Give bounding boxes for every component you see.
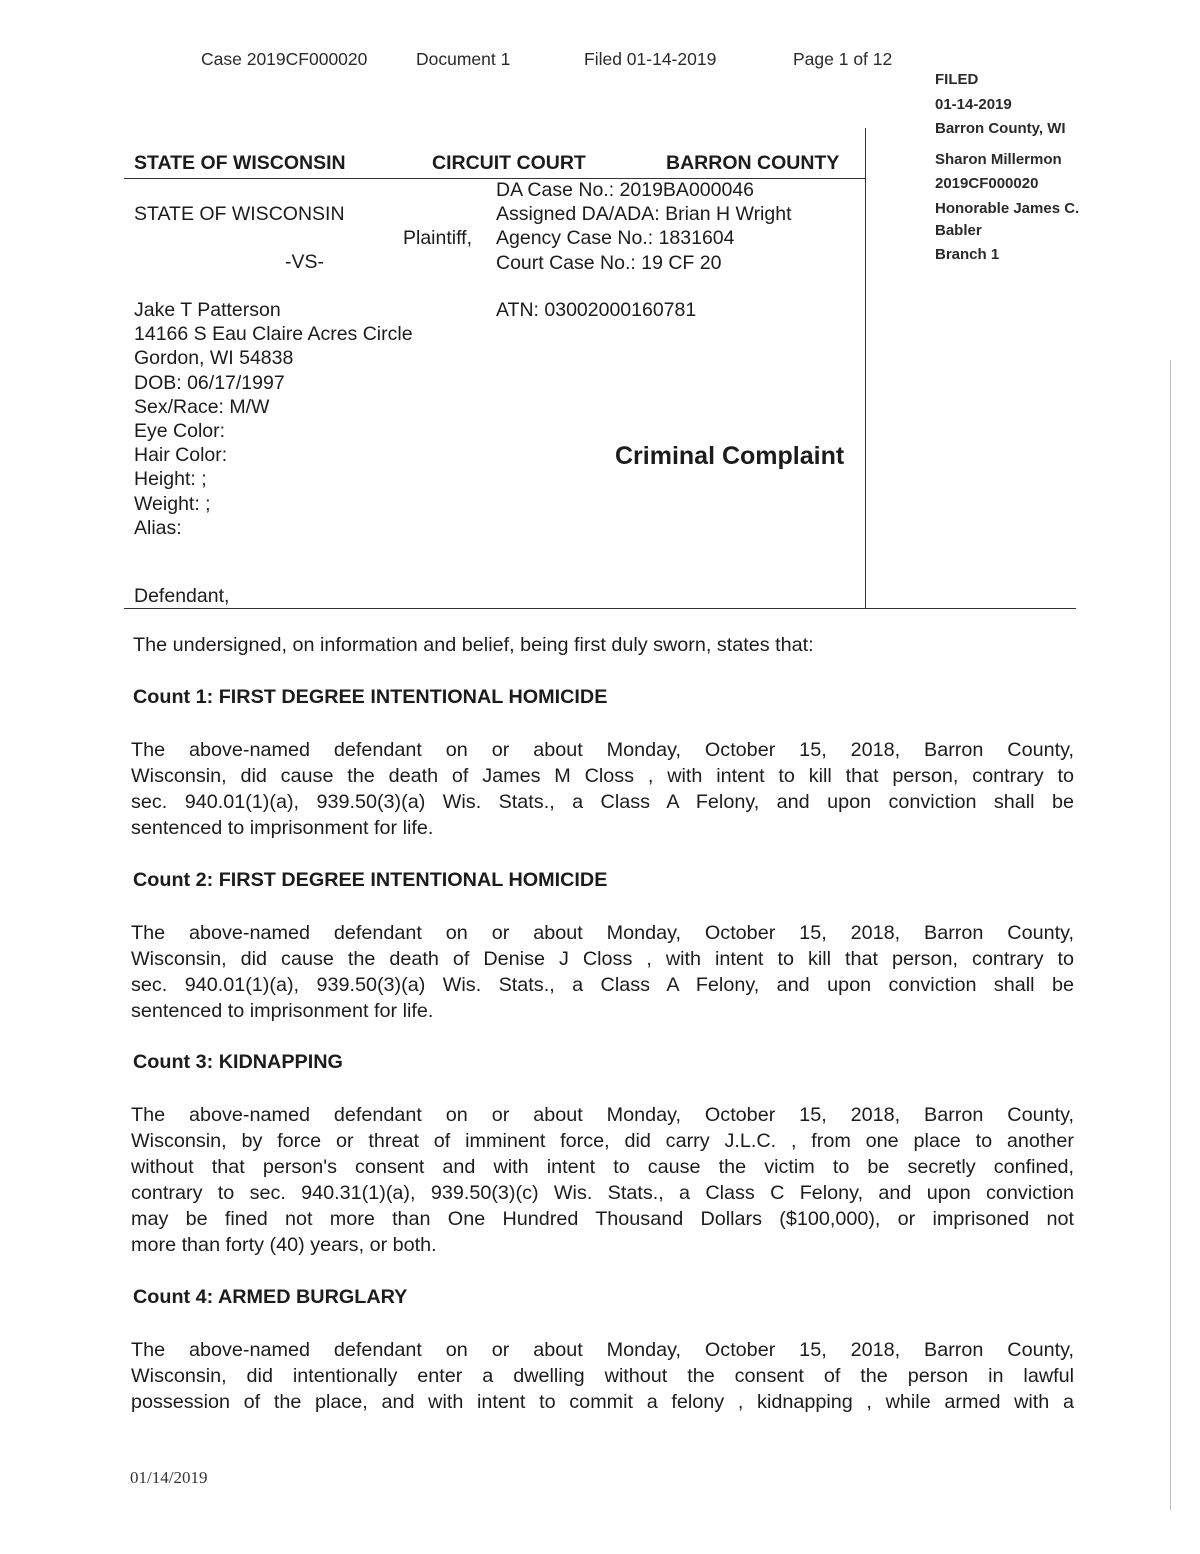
count-1-line: The above-named defendant on or about Monday, October 15, 2018, Barron County, <box>131 739 1074 761</box>
count-1-line: Wisconsin, did cause the death of James M Closs , with intent to kill that person, contrary to <box>131 765 1074 787</box>
caption-bottom-rule <box>124 608 1076 609</box>
caption-court: CIRCUIT COURT <box>432 152 586 174</box>
footer-date: 01/14/2019 <box>130 1468 208 1487</box>
stamp-branch: Branch 1 <box>935 245 1000 263</box>
caption-county: BARRON COUNTY <box>666 152 840 174</box>
count-3-heading: Count 3: KIDNAPPING <box>133 1051 343 1073</box>
scan-edge-line <box>1170 360 1171 1510</box>
versus-label: -VS- <box>285 251 324 273</box>
count-3-line: The above-named defendant on or about Monday, October 15, 2018, Barron County, <box>131 1104 1074 1126</box>
plaintiff-label: Plaintiff, <box>403 227 473 249</box>
defendant-sex-race: Sex/Race: M/W <box>134 395 270 418</box>
court-case-number: Court Case No.: 19 CF 20 <box>496 251 722 274</box>
count-2-line: The above-named defendant on or about Monday, October 15, 2018, Barron County, <box>131 922 1074 944</box>
defendant-weight: Weight: ; <box>134 492 211 515</box>
da-case-number: DA Case No.: 2019BA000046 <box>496 179 755 201</box>
defendant-height: Height: ; <box>134 468 207 491</box>
stamp-date: 01-14-2019 <box>935 95 1012 113</box>
document-title: Criminal Complaint <box>615 442 845 470</box>
defendant-alias: Alias: <box>134 516 182 539</box>
count-1-heading: Count 1: FIRST DEGREE INTENTIONAL HOMICIDE <box>133 686 608 708</box>
count-1-line: sec. 940.01(1)(a), 939.50(3)(a) Wis. Stats., a Class A Felony, and upon conviction shall be <box>131 791 1074 813</box>
stamp-case-number: 2019CF000020 <box>935 175 1039 192</box>
count-2-heading: Count 2: FIRST DEGREE INTENTIONAL HOMICIDE <box>133 869 608 891</box>
caption-vertical-rule <box>865 128 866 609</box>
count-3-line: more than forty (40) years, or both. <box>131 1234 437 1256</box>
header-case-number: Case 2019CF000020 <box>201 49 368 69</box>
defendant-eye-color: Eye Color: <box>134 420 226 443</box>
filing-stamp <box>935 68 1110 267</box>
count-1-line: sentenced to imprisonment for life. <box>131 817 434 839</box>
defendant-address-line1: 14166 S Eau Claire Acres Circle <box>134 323 413 346</box>
header-document-number: Document 1 <box>416 49 511 69</box>
atn-number: ATN: 03002000160781 <box>496 299 697 321</box>
count-4-line: Wisconsin, did intentionally enter a dwelling without the consent of the person in lawful <box>131 1365 1074 1387</box>
defendant-label: Defendant, <box>134 585 230 607</box>
stamp-county: Barron County, WI <box>935 120 1066 137</box>
count-4-text <box>131 1337 1074 1415</box>
count-2-text <box>131 920 1074 1024</box>
stamp-judge-line1: Honorable James C. <box>935 199 1080 217</box>
defendant-address-line2: Gordon, WI 54838 <box>134 347 294 370</box>
count-4-line: The above-named defendant on or about Monday, October 15, 2018, Barron County, <box>131 1339 1074 1361</box>
stamp-judge-line2: Babler <box>935 221 982 239</box>
count-3-line: Wisconsin, by force or threat of imminent force, did carry J.L.C. , from one place to another <box>131 1130 1074 1152</box>
header-filed-date: Filed 01-14-2019 <box>584 49 717 69</box>
assigned-da: Assigned DA/ADA: Brian H Wright <box>496 203 792 226</box>
count-3-line: contrary to sec. 940.31(1)(a), 939.50(3)(c) Wis. Stats., a Class C Felony, and upon conviction <box>131 1182 1074 1204</box>
agency-case-number: Agency Case No.: 1831604 <box>496 227 735 250</box>
count-3-line: without that person's consent and with intent to cause the victim to be secretly confined, <box>131 1156 1074 1178</box>
intro-statement: The undersigned, on information and belief, being first duly sworn, states that: <box>133 634 814 656</box>
count-3-line: may be fined not more than One Hundred Thousand Dollars ($100,000), or imprisoned not <box>131 1208 1074 1230</box>
defendant-info <box>134 298 413 540</box>
header-page-number: Page 1 of 12 <box>793 49 893 69</box>
caption-state: STATE OF WISCONSIN <box>134 152 346 174</box>
defendant-dob: DOB: 06/17/1997 <box>134 371 285 394</box>
stamp-clerk: Sharon Millermon <box>935 150 1062 168</box>
count-2-line: sentenced to imprisonment for life. <box>131 1000 434 1022</box>
count-4-heading: Count 4: ARMED BURGLARY <box>133 1286 408 1308</box>
defendant-hair-color: Hair Color: <box>134 444 228 467</box>
case-info <box>496 178 792 275</box>
count-2-line: Wisconsin, did cause the death of Denise J Closs , with intent to kill that person, contrary to <box>131 948 1074 970</box>
plaintiff-name: STATE OF WISCONSIN <box>134 203 345 225</box>
defendant-name: Jake T Patterson <box>134 299 281 321</box>
count-1-text <box>131 737 1074 841</box>
stamp-filed-label: FILED <box>935 71 979 88</box>
count-2-line: sec. 940.01(1)(a), 939.50(3)(a) Wis. Stats., a Class A Felony, and upon conviction shall be <box>131 974 1074 996</box>
count-3-text <box>131 1102 1074 1258</box>
count-4-line: possession of the place, and with intent to commit a felony , kidnapping , while armed with a <box>131 1391 1074 1413</box>
